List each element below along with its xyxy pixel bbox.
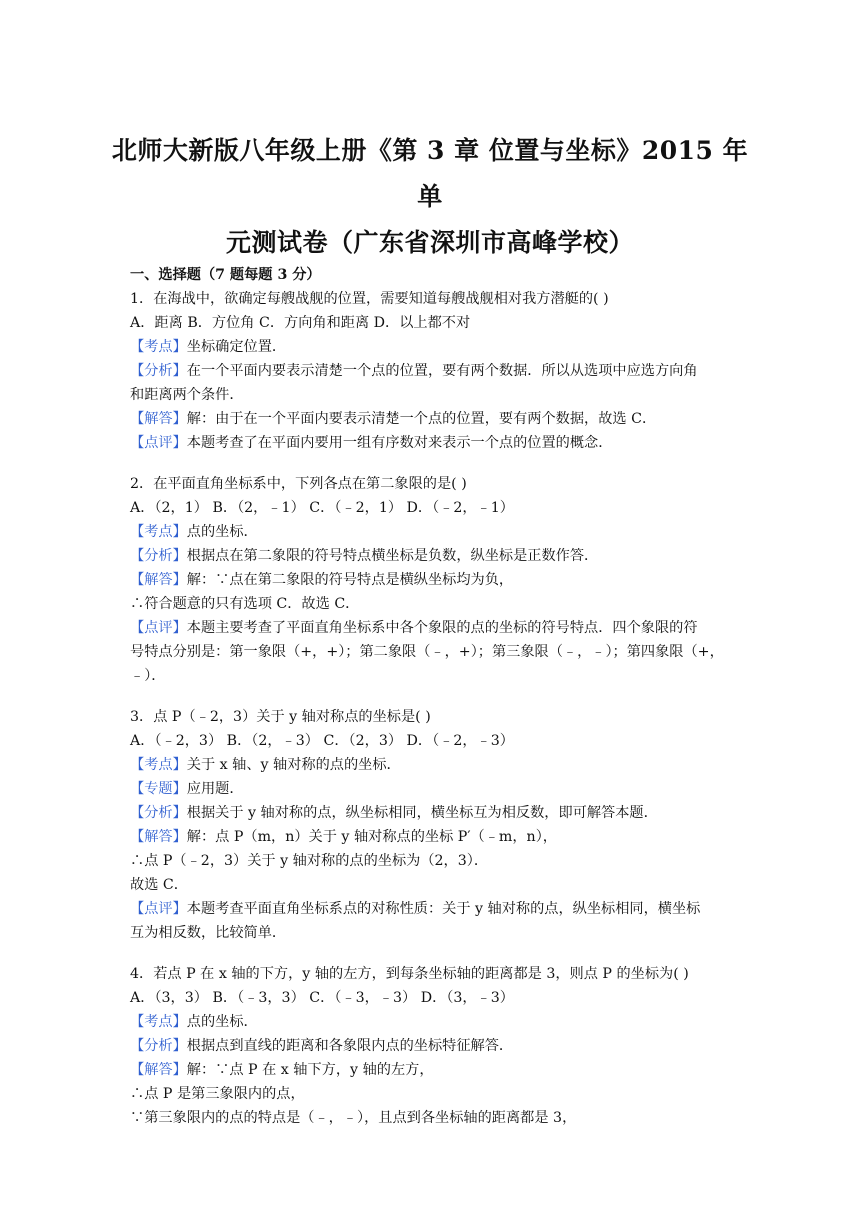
section-tag-label: 【点评】	[130, 435, 187, 451]
question-line	[130, 777, 750, 801]
question-line	[130, 825, 750, 849]
section-tag-label: 【解答】	[130, 1062, 187, 1078]
line-text: 解：∵点 P 在 x 轴下方，y 轴的左方，	[186, 1062, 434, 1078]
question-line	[130, 801, 750, 825]
question-line	[130, 640, 750, 664]
question-stem	[130, 287, 750, 311]
line-text: 应用题．	[186, 781, 244, 797]
question-block	[130, 287, 750, 455]
question-line	[130, 897, 750, 921]
question-stem	[130, 705, 750, 729]
question-line	[130, 986, 750, 1010]
question-line	[130, 496, 750, 520]
line-text: ∵第三象限内的点的特点是（﹣，﹣），且点到各坐标轴的距离都是 3，	[130, 1110, 577, 1126]
line-text: 故选 C．	[130, 877, 188, 893]
line-text: 3．点 P（﹣2，3）关于 y 轴对称点的坐标是( )	[130, 709, 431, 725]
document-title	[100, 128, 760, 266]
line-text: 根据点在第二象限的符号特点横坐标是负数，纵坐标是正数作答．	[186, 548, 599, 564]
section-tag-label: 【分析】	[130, 548, 187, 564]
question-line	[130, 664, 750, 688]
question-line	[130, 520, 750, 544]
question-line	[130, 1082, 750, 1106]
line-text: 互为相反数，比较简单．	[130, 925, 287, 941]
line-text: 根据点到直线的距离和各象限内点的坐标特征解答．	[186, 1038, 514, 1054]
question-stem	[130, 962, 750, 986]
line-text: ﹣）．	[130, 668, 166, 684]
line-text: A．（2，1） B．（2，﹣1） C．（﹣2，1） D．（﹣2，﹣1）	[130, 500, 514, 516]
line-text: 4．若点 P 在 x 轴的下方，y 轴的左方，到每条坐标轴的距离都是 3，则点 P 的坐标为( )	[130, 966, 689, 982]
line-text: 本题主要考查了平面直角坐标系中各个象限的点的坐标的符号特点．四个象限的符	[186, 620, 698, 636]
line-text: 本题考查了在平面内要用一组有序数对来表示一个点的位置的概念．	[186, 435, 613, 451]
line-text: A．（﹣2，3） B．（2，﹣3） C．（2，3） D．（﹣2，﹣3）	[130, 733, 514, 749]
section-tag-label: 【考点】	[130, 1014, 187, 1030]
title-line-1: 北师大新版八年级上册《第 3 章 位置与坐标》2015 年单	[111, 136, 749, 211]
question-block	[130, 705, 750, 945]
question-line	[130, 1058, 750, 1082]
question-line	[130, 1106, 750, 1130]
section-tag-label: 【点评】	[130, 901, 187, 917]
line-text: 根据关于 y 轴对称的点，纵坐标相同，横坐标互为相反数，即可解答本题．	[186, 805, 658, 821]
section-tag-label: 【专题】	[130, 781, 187, 797]
spacer	[130, 455, 750, 472]
line-text: 和距离两个条件．	[130, 387, 244, 403]
section-tag-label: 【考点】	[130, 524, 187, 540]
line-text: A．距离 B．方位角 C．方向角和距离 D．以上都不对	[130, 315, 471, 331]
line-text: 点的坐标．	[186, 524, 258, 540]
document-body	[130, 263, 750, 1130]
question-line	[130, 383, 750, 407]
line-text: 本题考查平面直角坐标系点的对称性质：关于 y 轴对称的点，纵坐标相同，横坐标	[186, 901, 701, 917]
line-text: 关于 x 轴、y 轴对称的点的坐标．	[186, 757, 401, 773]
question-line	[130, 921, 750, 945]
question-line	[130, 592, 750, 616]
question-line	[130, 1034, 750, 1058]
line-text: ∴符合题意的只有选项 C．故选 C．	[130, 596, 360, 612]
section-tag-label: 【分析】	[130, 1038, 187, 1054]
section-heading: 一、选择题（7 题每题 3 分）	[130, 267, 321, 283]
line-text: 在一个平面内要表示清楚一个点的位置，要有两个数据．所以从选项中应选方向角	[186, 363, 698, 379]
question-line	[130, 849, 750, 873]
title-line-2: 元测试卷（广东省深圳市高峰学校）	[225, 228, 634, 257]
question-line	[130, 407, 750, 431]
question-line	[130, 729, 750, 753]
question-line	[130, 431, 750, 455]
question-line	[130, 1010, 750, 1034]
section-tag-label: 【解答】	[130, 411, 187, 427]
section-tag-label: 【解答】	[130, 572, 187, 588]
line-text: 坐标确定位置．	[186, 339, 287, 355]
line-text: 解：由于在一个平面内要表示清楚一个点的位置，要有两个数据，故选 C．	[186, 411, 657, 427]
section-tag-label: 【点评】	[130, 620, 187, 636]
line-text: 解：点 P（m，n）关于 y 轴对称点的坐标 P′（﹣m，n），	[186, 829, 557, 845]
question-line	[130, 616, 750, 640]
section-tag-label: 【考点】	[130, 757, 187, 773]
line-text: 点的坐标．	[186, 1014, 258, 1030]
question-line	[130, 359, 750, 383]
question-line	[130, 335, 750, 359]
question-stem	[130, 472, 750, 496]
spacer	[130, 688, 750, 705]
question-line	[130, 311, 750, 335]
section-tag-label: 【分析】	[130, 363, 187, 379]
section-tag-label: 【考点】	[130, 339, 187, 355]
section-tag-label: 【分析】	[130, 805, 187, 821]
line-text: 1．在海战中，欲确定每艘战舰的位置，需要知道每艘战舰相对我方潜艇的( )	[130, 291, 609, 307]
line-text: 2．在平面直角坐标系中，下列各点在第二象限的是( )	[130, 476, 467, 492]
line-text: 号特点分别是：第一象限（+，+）；第二象限（﹣，+）；第三象限（﹣，﹣）；第四象限（+，	[130, 644, 724, 660]
question-line	[130, 873, 750, 897]
question-line	[130, 753, 750, 777]
line-text: A．（3，3） B．（﹣3，3） C．（﹣3，﹣3） D．（3，﹣3）	[130, 990, 514, 1006]
question-block	[130, 472, 750, 688]
line-text: ∴点 P 是第三象限内的点，	[130, 1086, 305, 1102]
question-line	[130, 568, 750, 592]
line-text: 解：∵点在第二象限的符号特点是横纵坐标均为负，	[186, 572, 514, 588]
section-tag-label: 【解答】	[130, 829, 187, 845]
question-line	[130, 544, 750, 568]
line-text: ∴点 P（﹣2，3）关于 y 轴对称的点的坐标为（2，3）．	[130, 853, 489, 869]
question-block	[130, 962, 750, 1130]
spacer	[130, 945, 750, 962]
